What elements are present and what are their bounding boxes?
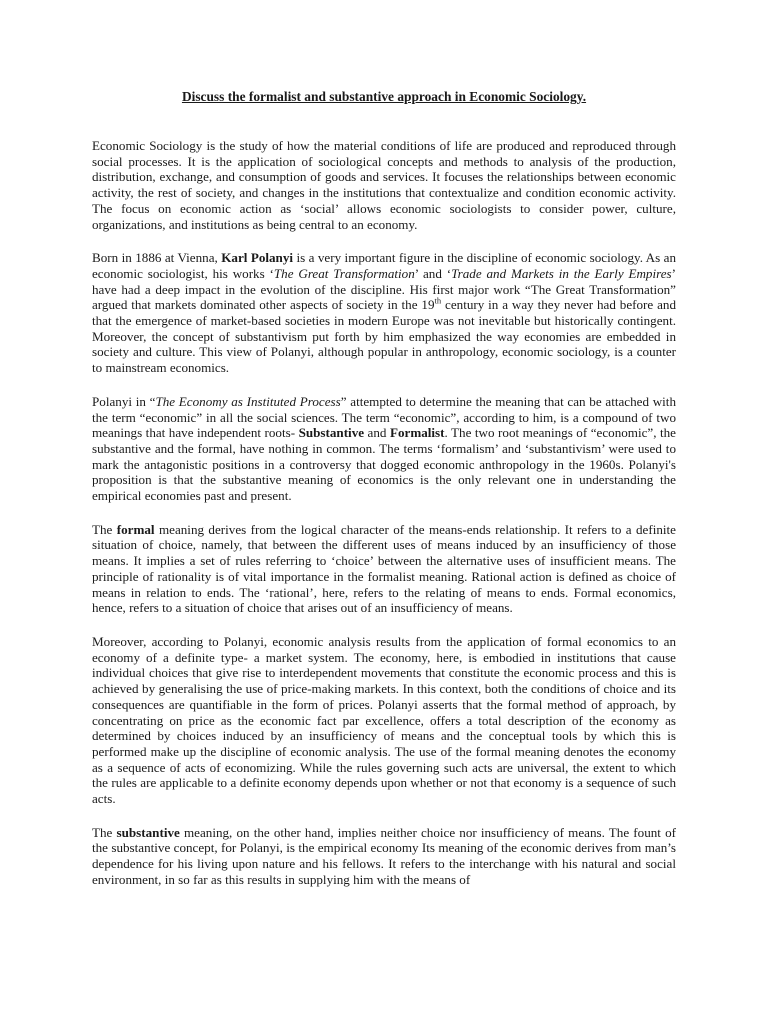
document-title: Discuss the formalist and substantive approach in Economic Sociology. [181, 89, 587, 104]
bold-formalist: Formalist [389, 425, 445, 441]
paragraph-formal-meaning [92, 522, 676, 616]
paragraph-economy-as-instituted-process [92, 394, 676, 504]
italic-book-title: Trade and Markets in the Early Empires [451, 265, 672, 281]
text-run: . The two root meanings of “economic”, the substantive and the formal, have nothing in common. The terms ‘formalism’ and ‘substantivism’ were used to mark the antagonistic positions in a controversy that dogged economic anthropology in the 1960s. Polanyi's proposition is that the substantive meaning of economics is the only relevant one in understanding the empirical economies past and present. [92, 425, 676, 504]
text-run: The [92, 824, 117, 840]
superscript-th: th [434, 295, 442, 306]
bold-formal: formal [116, 521, 155, 537]
paragraph-economic-sociology-definition: Economic Sociology is the study of how the material conditions of life are produced and reproduced through social processes. It is the application of sociological concepts and methods to analysis of the production, distribution, exchange, and consumption of goods and services. It focuses the relationships between economic activity, the rest of society, and changes in the institutions that contextualize and condition economic activity. The focus on economic action as ‘social’ allows economic sociologists to consider power, culture, organizations, and institutions as being central to an economy. [92, 138, 676, 232]
text-run: ” attempted to determine the meaning that can be attached with the term “economic” in all the social sciences. The term “economic”, according to him, is a compound of two meanings that have independent roots- [92, 393, 676, 441]
bold-substantive: substantive [116, 824, 180, 840]
text-run: ’ and ‘ [414, 265, 452, 281]
paragraph-karl-polanyi-intro [92, 250, 676, 376]
paragraph-economic-analysis: Moreover, according to Polanyi, economic analysis results from the application of formal economics to an economy of a definite type- a market system. The economy, here, is embodied in institutions that cause individual choices that give rise to interdependent movements that constitute the economic process and this is achieved by generalising the use of price-making markets. In this context, both the conditions of choice and its consequences are quantifiable in the form of prices. Polanyi asserts that the formal method of approach, by concentrating on price as the economic fact par excellence, offers a total description of the economy as determined by choices induced by an insufficiency of means and the conceptual tools by which this is performed make up the discipline of economic analysis. The use of the formal meaning denotes the economy as a sequence of acts of economizing. While the rules governing such acts are universal, the extent to which the rules are applicable to a definite economy depends upon whether or not that economy is a sequence of such acts. [92, 633, 676, 807]
text-run: is a very important figure in the discipline of economic sociology. As an economic sociologist, his works ‘ [92, 250, 677, 281]
paragraph-substantive-meaning [92, 825, 676, 888]
text-run: meaning, on the other hand, implies neither choice nor insufficiency of means. The fount of the substantive concept, for Polanyi, is the empirical economy Its meaning of the economic derives from man’s dependence for his living upon nature and his fellows. It refers to the interchange with his natural and social environment, in so far as this results in supplying him with the means of [92, 824, 676, 887]
text-run: The [92, 521, 117, 537]
italic-book-title: The Great Transformation [273, 265, 415, 281]
bold-karl-polanyi: Karl Polanyi [221, 250, 294, 266]
document-body [92, 138, 676, 888]
text-run: Born in 1886 at Vienna, [92, 250, 222, 266]
bold-substantive: Substantive [298, 425, 365, 441]
text-run: century in a way they never had before and that the emergence of market-based societies in modern Europe was not inevitable but historically contingent. Moreover, the concept of substantivism put forth by him emphasized the way economies are embedded in society and culture. This view of Polanyi, although popular in anthropology, economic sociology, is a counter to mainstream economics. [92, 297, 676, 376]
text-run: Polanyi in “ [92, 393, 156, 409]
italic-essay-title: The Economy as Instituted Process [155, 393, 341, 409]
text-run: ’ have had a deep impact in the evolution of the discipline. His first major work “The Great Transformation” argued that markets dominated other aspects of society in the 19 [92, 265, 676, 313]
text-run: meaning derives from the logical character of the means-ends relationship. It refers to a definite situation of choice, namely, that between the different uses of means induced by an insufficiency of those means. It implies a set of rules referring to ‘choice’ between the alternative uses of insufficient means. The principle of rationality is of vital importance in the formalist meaning. Rational action is defined as choice of means in relation to ends. The ‘rational’, here, refers to the relating of means to ends. Formal economics, hence, refers to a situation of choice that arises out of an insufficiency of means. [92, 521, 676, 616]
text-run: and [364, 425, 390, 441]
